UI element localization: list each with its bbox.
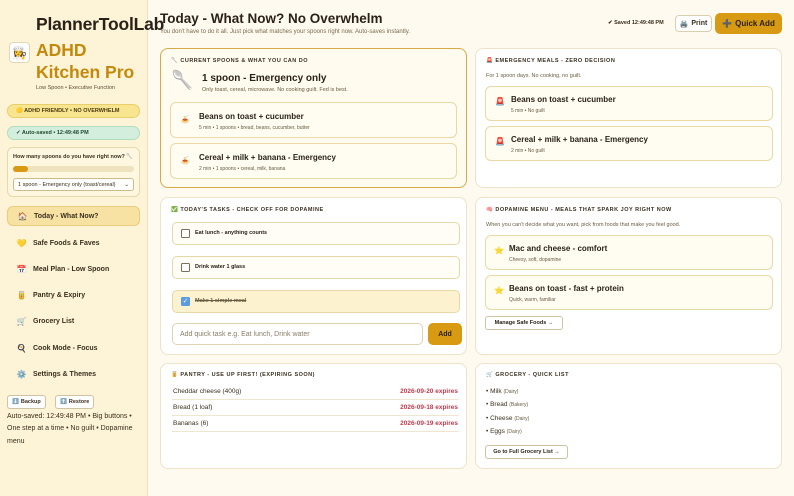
- nav-label: Pantry & Expiry: [33, 291, 86, 299]
- upload-icon: ⬆️: [60, 399, 67, 405]
- pantry-row: [172, 417, 459, 432]
- pan-icon: 🍳: [16, 343, 27, 353]
- task-item[interactable]: [172, 256, 460, 279]
- pantry-item-name: Bread (1 loaf): [173, 404, 213, 411]
- meal-title: Mac and cheese - comfort: [509, 244, 608, 253]
- page-subtitle: You don't have to do it all. Just pick what matches your spoons right now. Auto-saves instantly.: [160, 29, 410, 35]
- grocery-name: Milk: [490, 388, 502, 395]
- nav-grocery[interactable]: [7, 311, 140, 331]
- nav-label: Meal Plan - Low Spoon: [33, 265, 110, 273]
- star-icon: ⭐: [494, 246, 504, 255]
- nav-pantry[interactable]: [7, 285, 140, 305]
- grocery-category: (Dairy): [514, 416, 530, 422]
- emergency-meal[interactable]: [485, 86, 773, 121]
- meal-meta: 5 min • No guilt: [511, 108, 545, 114]
- spoon-selector-box: [7, 147, 140, 197]
- task-checkbox[interactable]: [181, 263, 190, 272]
- manage-safe-foods-button[interactable]: Manage Safe Foods →: [485, 316, 563, 330]
- nav-label: Cook Mode - Focus: [33, 344, 98, 352]
- card-description: When you can't decide what you want, pick from foods that make you feel good.: [486, 222, 681, 228]
- card-description: For 1 spoon days. No cooking, no guilt.: [486, 73, 582, 79]
- spoon-slider[interactable]: [13, 166, 134, 172]
- nav-settings[interactable]: [7, 364, 140, 384]
- todays-tasks-card: [160, 197, 467, 355]
- card-header: 🛒 GROCERY - QUICK LIST: [486, 372, 569, 378]
- chevron-down-icon: ⌄: [124, 181, 129, 188]
- spoon-select[interactable]: [13, 178, 134, 191]
- meal-title: Cereal + milk + banana - Emergency: [511, 135, 648, 144]
- plus-icon: ➕: [722, 19, 733, 28]
- grocery-category: (Dairy): [503, 389, 519, 395]
- restore-label: Restore: [68, 399, 90, 405]
- print-button[interactable]: [675, 15, 712, 32]
- autosave-badge: ✓ Auto-saved • 12:49:48 PM: [7, 126, 140, 140]
- nav-label: Grocery List: [33, 317, 75, 325]
- emergency-meals-card: [475, 48, 782, 188]
- spoon-level-desc: Only toast, cereal, microwave. No cooking guilt. Fed is best.: [202, 87, 348, 93]
- food-bowl-icon: 🍝: [180, 115, 190, 124]
- pantry-row: [172, 385, 459, 400]
- gear-icon: ⚙️: [16, 369, 27, 379]
- nav-label: Settings & Themes: [33, 370, 97, 378]
- meal-title: Beans on toast + cucumber: [511, 95, 616, 104]
- quick-add-label: Quick Add: [735, 19, 775, 28]
- sidebar-footer: Auto-saved: 12:49:48 PM • Big buttons • One step at a time • No guilt • Dopamine menu: [7, 413, 133, 445]
- grocery-item: • Cheese (Dairy): [486, 415, 530, 422]
- pantry-card: [160, 363, 467, 469]
- nav-meal-plan[interactable]: [7, 259, 140, 279]
- can-icon: 🥫: [16, 290, 27, 300]
- brand-title: ADHD Kitchen Pro: [36, 40, 135, 82]
- grocery-item: • Milk (Dairy): [486, 388, 519, 395]
- meal-meta: 2 min • No guilt: [511, 148, 545, 154]
- chef-icon: 👩‍🍳: [9, 42, 30, 63]
- current-spoons-card: [160, 48, 467, 188]
- siren-icon: 🚨: [495, 137, 505, 146]
- backup-button[interactable]: [7, 395, 46, 409]
- food-bowl-icon: 🍝: [180, 156, 190, 165]
- grocery-item: • Eggs (Dairy): [486, 428, 522, 435]
- grocery-category: (Bakery): [509, 402, 529, 408]
- emergency-meal[interactable]: [485, 126, 773, 161]
- adhd-friendly-badge: 🟡 ADHD FRIENDLY • NO OVERWHELM: [7, 104, 140, 118]
- nav-safe-foods[interactable]: [7, 233, 140, 253]
- heart-icon: 💛: [16, 238, 27, 248]
- spoon-icon: 🥄: [171, 70, 194, 90]
- dopamine-meal[interactable]: [485, 275, 773, 310]
- pantry-expiry: 2026-09-20 expires: [400, 388, 458, 395]
- task-checkbox[interactable]: [181, 229, 190, 238]
- print-label: Print: [691, 20, 708, 27]
- nav-today[interactable]: [7, 206, 140, 226]
- restore-button[interactable]: [55, 395, 94, 409]
- grocery-name: Eggs: [490, 428, 505, 435]
- page-title: Today - What Now? No Overwhelm: [160, 11, 383, 26]
- saved-status: ✔ Saved 12:49:48 PM: [608, 20, 664, 26]
- card-header: ✅ TODAY'S TASKS - CHECK OFF FOR DOPAMINE: [171, 207, 324, 213]
- meal-meta: Quick, warm, familiar: [509, 297, 556, 303]
- task-label: Eat lunch - anything counts: [195, 230, 268, 236]
- quick-add-button[interactable]: [715, 13, 782, 34]
- pantry-expiry: 2026-09-19 expires: [400, 420, 458, 427]
- full-grocery-list-button[interactable]: Go to Full Grocery List →: [485, 445, 568, 459]
- brand-subtitle: Low Spoon • Executive Function: [36, 85, 115, 91]
- grocery-category: (Dairy): [506, 429, 522, 435]
- siren-icon: 🚨: [495, 97, 505, 106]
- meal-title: Beans on toast - fast + protein: [509, 284, 624, 293]
- sidebar: [0, 0, 165, 496]
- pantry-item-name: Bananas (6): [173, 420, 209, 427]
- nav-label: Today - What Now?: [34, 212, 99, 220]
- brand-top: PlannerToolLab: [36, 14, 165, 34]
- card-header: 🥄 CURRENT SPOONS & WHAT YOU CAN DO: [171, 58, 309, 64]
- pantry-expiry: 2026-09-18 expires: [400, 404, 458, 411]
- task-label: Make 1 simple meal: [195, 298, 247, 304]
- meal-title: Beans on toast + cucumber: [199, 112, 304, 121]
- download-icon: ⬇️: [12, 399, 19, 405]
- grocery-card: [475, 363, 782, 469]
- spoon-level-title: 1 spoon - Emergency only: [202, 73, 327, 84]
- meal-meta: Cheesy, soft, dopamine: [509, 257, 562, 263]
- grocery-item: • Bread (Bakery): [486, 401, 529, 408]
- pantry-row: [172, 401, 459, 416]
- task-item[interactable]: [172, 290, 460, 313]
- card-header: 🚨 EMERGENCY MEALS - ZERO DECISION: [486, 58, 616, 64]
- card-header: 🥫 PANTRY - USE UP FIRST! (EXPIRING SOON): [171, 372, 315, 378]
- card-header: 🧠 DOPAMINE MENU - MEALS THAT SPARK JOY RIGHT NOW: [486, 207, 672, 213]
- task-checkbox-checked[interactable]: ✓: [182, 298, 189, 305]
- spoon-select-value: 1 spoon - Emergency only (toast/cereal): [18, 181, 116, 188]
- cart-icon: 🛒: [16, 316, 27, 326]
- meal-meta: 2 min • 1 spoons • cereal, milk, banana: [199, 166, 286, 172]
- dopamine-menu-card: [475, 197, 782, 355]
- star-icon: ⭐: [494, 286, 504, 295]
- spoon-slider-fill: [13, 166, 28, 172]
- pantry-item-name: Cheddar cheese (400g): [173, 388, 242, 395]
- task-label: Drink water 1 glass: [195, 264, 246, 270]
- backup-label: Backup: [20, 399, 41, 405]
- calendar-icon: 📅: [16, 264, 27, 274]
- grocery-name: Cheese: [490, 415, 513, 422]
- add-task-button[interactable]: Add: [428, 323, 462, 345]
- main-content: [148, 0, 794, 496]
- meal-suggestion[interactable]: [170, 143, 457, 179]
- grocery-name: Bread: [490, 401, 508, 408]
- home-icon: 🏠: [17, 211, 28, 221]
- meal-suggestion[interactable]: [170, 102, 457, 138]
- meal-meta: 5 min • 1 spoons • bread, beans, cucumber, butter: [199, 125, 310, 131]
- spoon-question: How many spoons do you have right now? 🥄: [13, 154, 134, 160]
- nav-label: Safe Foods & Faves: [33, 239, 100, 247]
- dopamine-meal[interactable]: [485, 235, 773, 270]
- meal-title: Cereal + milk + banana - Emergency: [199, 153, 336, 162]
- quick-task-input[interactable]: Add quick task e.g. Eat lunch, Drink water: [172, 323, 423, 345]
- task-item[interactable]: [172, 222, 460, 245]
- nav-cook-mode[interactable]: [7, 338, 140, 358]
- printer-icon: 🖨️: [679, 20, 689, 28]
